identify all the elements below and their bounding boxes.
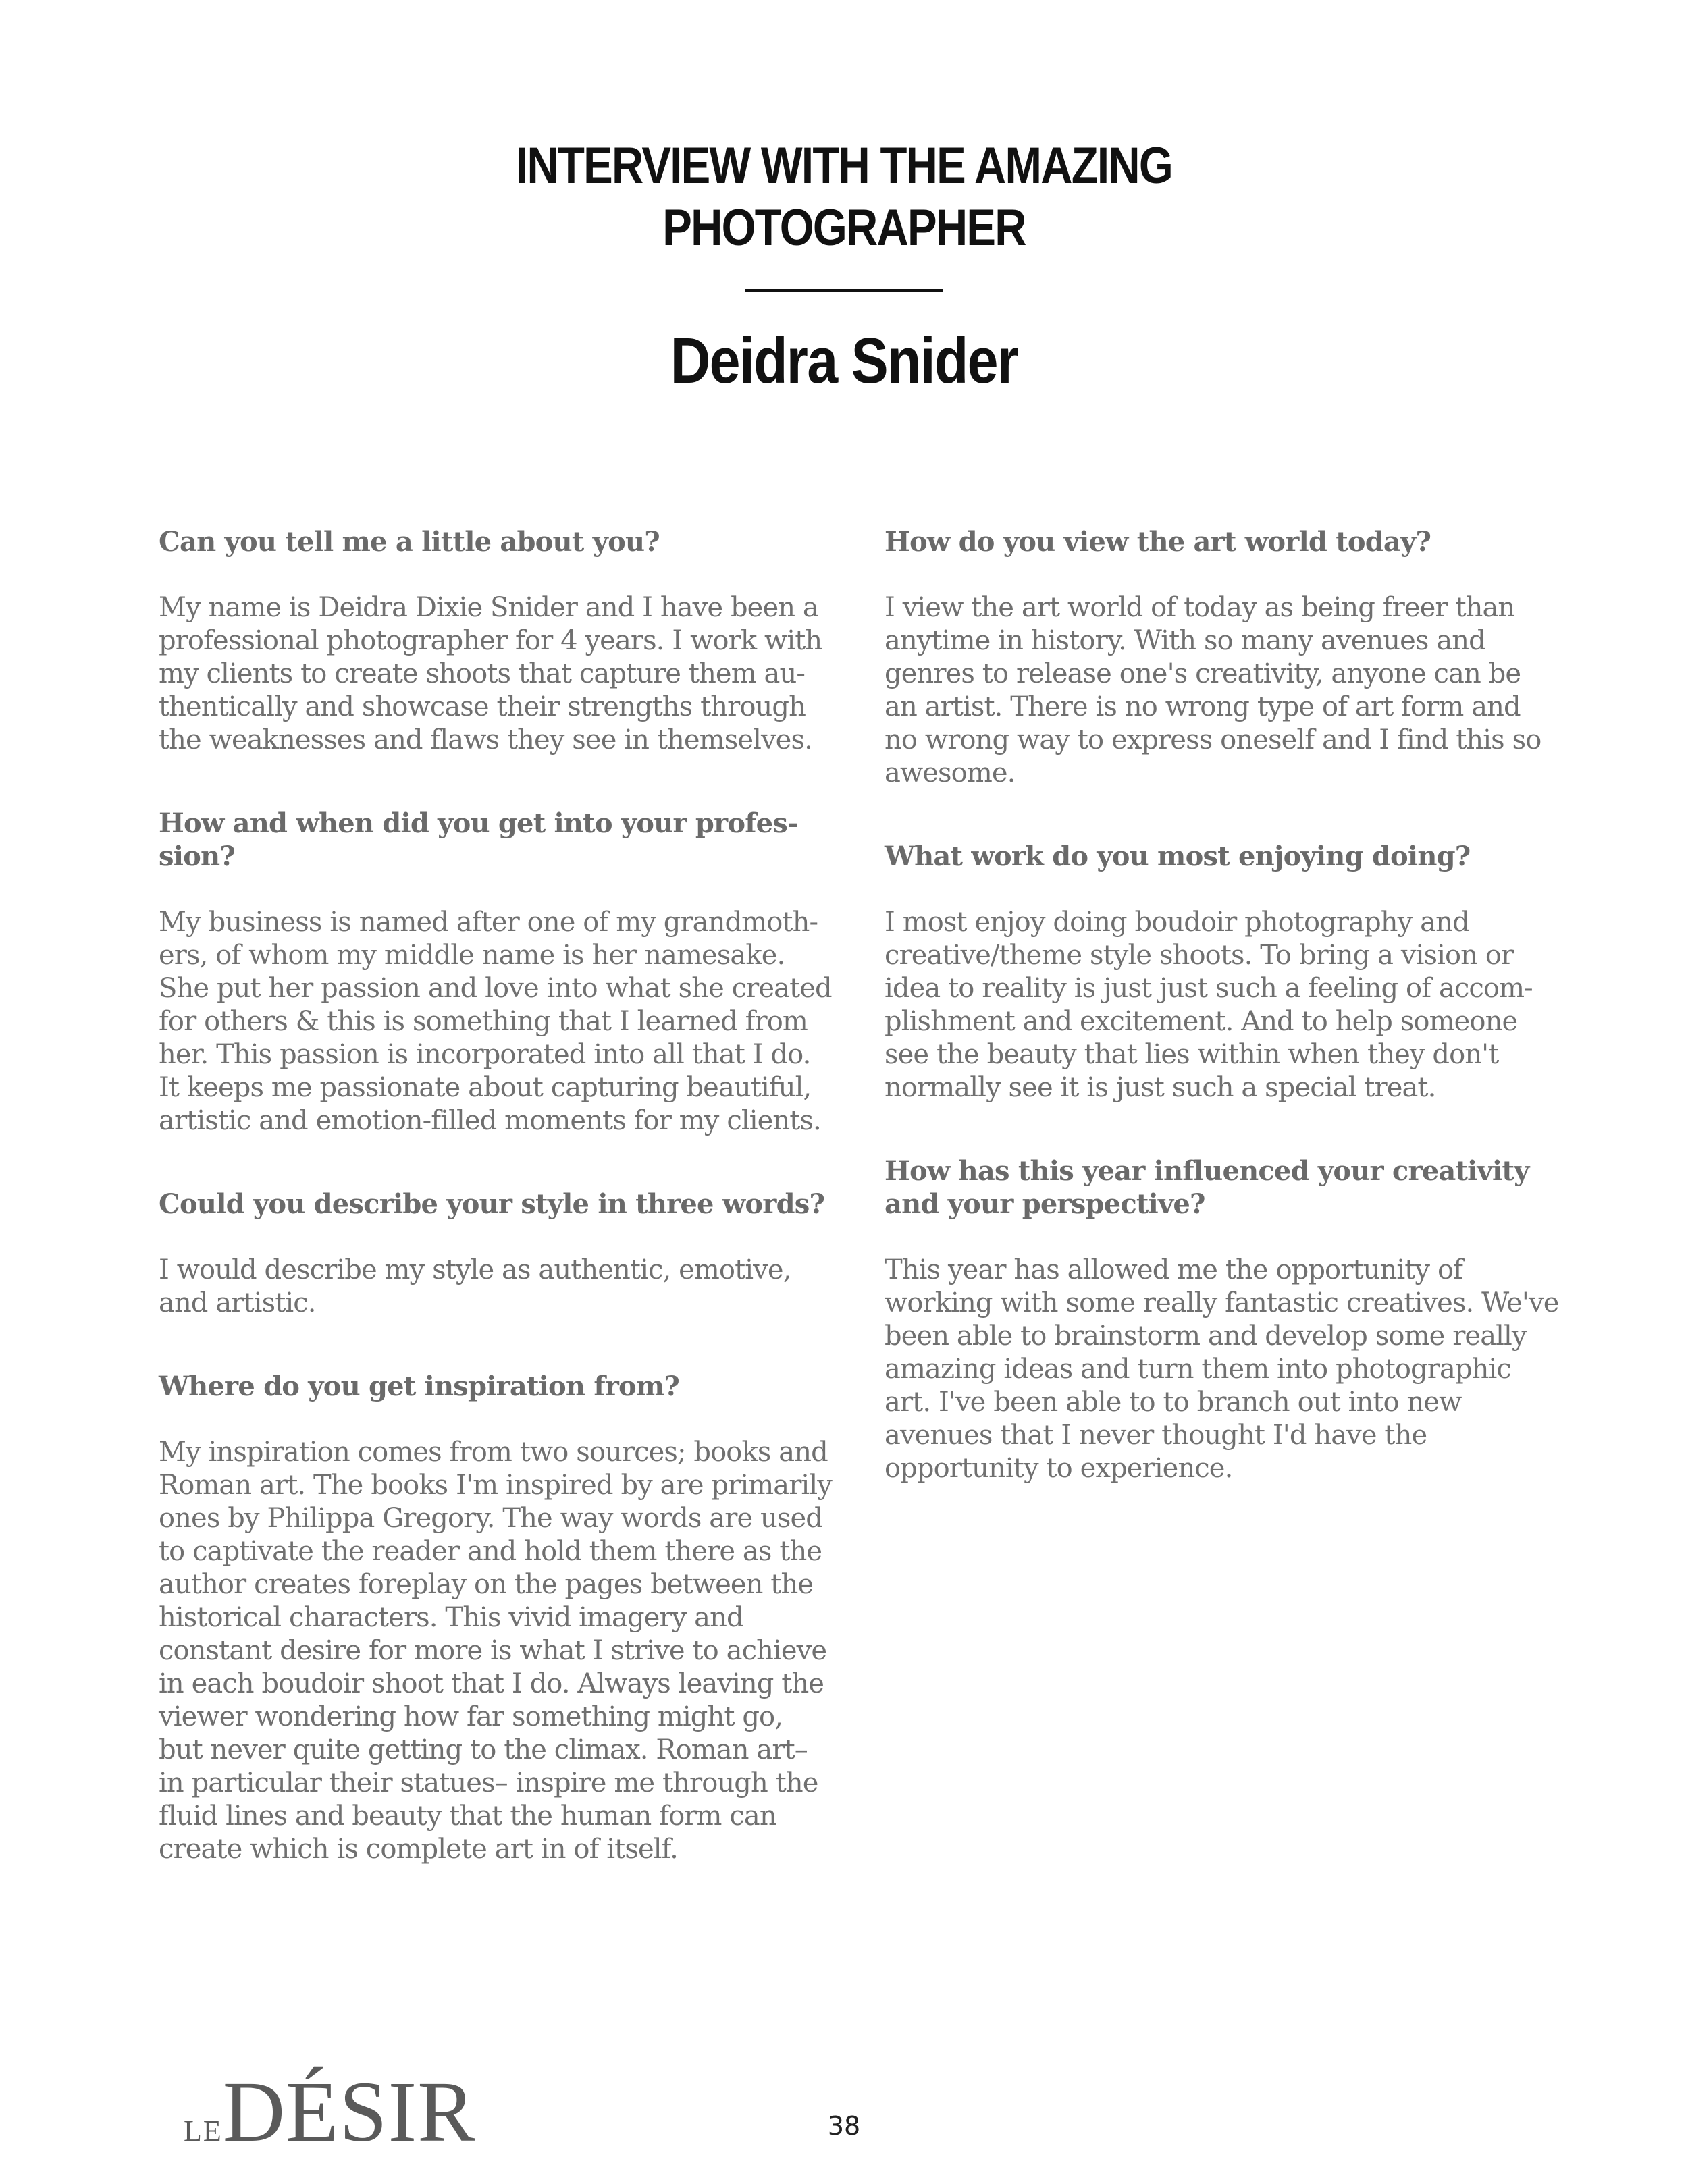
- interview-question: How do you view the art world today?: [885, 526, 1431, 558]
- interview-question: Can you tell me a little about you?: [159, 526, 660, 558]
- qa-block: [885, 525, 1560, 790]
- qa-block: [159, 525, 834, 757]
- qa-block: [159, 1370, 834, 1866]
- interview-answer: I view the art world of today as being freer than anytime in history. With so many avenues and genres to release one's creativity, anyone can be an artist. There is no wrong type of art form and no wrong way to express oneself and I find this so awesome.: [885, 592, 1541, 789]
- interview-answer: This year has allowed me the opportunity of working with some really fantastic creatives. We've been able to brainstorm and develop some really amazing ideas and turn them into photographic art. I've been able to to branch out into new avenues that I never thought I'd have the opportunity to experience.: [885, 1254, 1559, 1484]
- magazine-logo-name: DÉSIR: [222, 2064, 476, 2160]
- article-title-line-2: PHOTOGRAPHER: [662, 199, 1026, 257]
- magazine-logo: [184, 2062, 476, 2162]
- interview-answer: I would describe my style as authentic, emotive, and artistic.: [159, 1254, 791, 1319]
- qa-block: [885, 840, 1560, 1104]
- qa-block: [159, 1188, 834, 1320]
- right-column: [885, 525, 1560, 1535]
- interview-answer: My name is Deidra Dixie Snider and I have been a professional photographer for 4 years. I work with my clients to create shoots that capture them authentically and showcase their strengths through the weaknesses and flaws they see in themselves.: [159, 592, 822, 755]
- magazine-logo-prefix: LE: [184, 2114, 223, 2148]
- interview-answer: My business is named after one of my grandmothers, of whom my middle name is her namesake. She put her passion and love into what she created for others & this is something that I learned from her. This passion is incorporated into all that I do. It keeps me passionate about capturing beautiful, artistic and emotion-filled moments for my clients.: [159, 907, 832, 1136]
- photographer-name: Deidra Snider: [670, 325, 1018, 397]
- interview-question: How has this year influenced your creativity and your perspective?: [885, 1155, 1529, 1220]
- interview-question: What work do you most enjoying doing?: [885, 841, 1471, 872]
- article-title-line-1: INTERVIEW WITH THE AMAZING: [516, 137, 1172, 194]
- qa-block: [885, 1154, 1560, 1485]
- qa-block: [159, 807, 834, 1138]
- interview-answer: I most enjoy doing boudoir photography and creative/theme style shoots. To bring a vision or idea to reality is just just such a feeling of accomplishment and excitement. And to help someone see the beauty that lies within when they don't normally see it is just such a special treat.: [885, 907, 1533, 1103]
- interview-question: Where do you get inspiration from?: [159, 1370, 680, 1402]
- interview-question: How and when did you get into your profession?: [159, 807, 799, 872]
- left-column: [159, 525, 834, 1916]
- interview-answer: My inspiration comes from two sources; books and Roman art. The books I'm inspired by are primarily ones by Philippa Gregory. The way words are used to captivate the reader and hold them there as the author creates foreplay on the pages between the historical characters. This vivid imagery and constant desire for more is what I strive to achieve in each boudoir shoot that I do. Always leaving the viewer wondering how far something might go, but never quite getting to the climax. Roman art– in particular their statues– inspire me through the fluid lines and beauty that the human form can create which is complete art in of itself.: [159, 1437, 832, 1865]
- article-title: [118, 135, 1570, 259]
- title-divider: [745, 289, 943, 292]
- page-number: 38: [827, 2111, 861, 2141]
- article-header: [0, 135, 1688, 398]
- interview-question: Could you describe your style in three words?: [159, 1188, 825, 1220]
